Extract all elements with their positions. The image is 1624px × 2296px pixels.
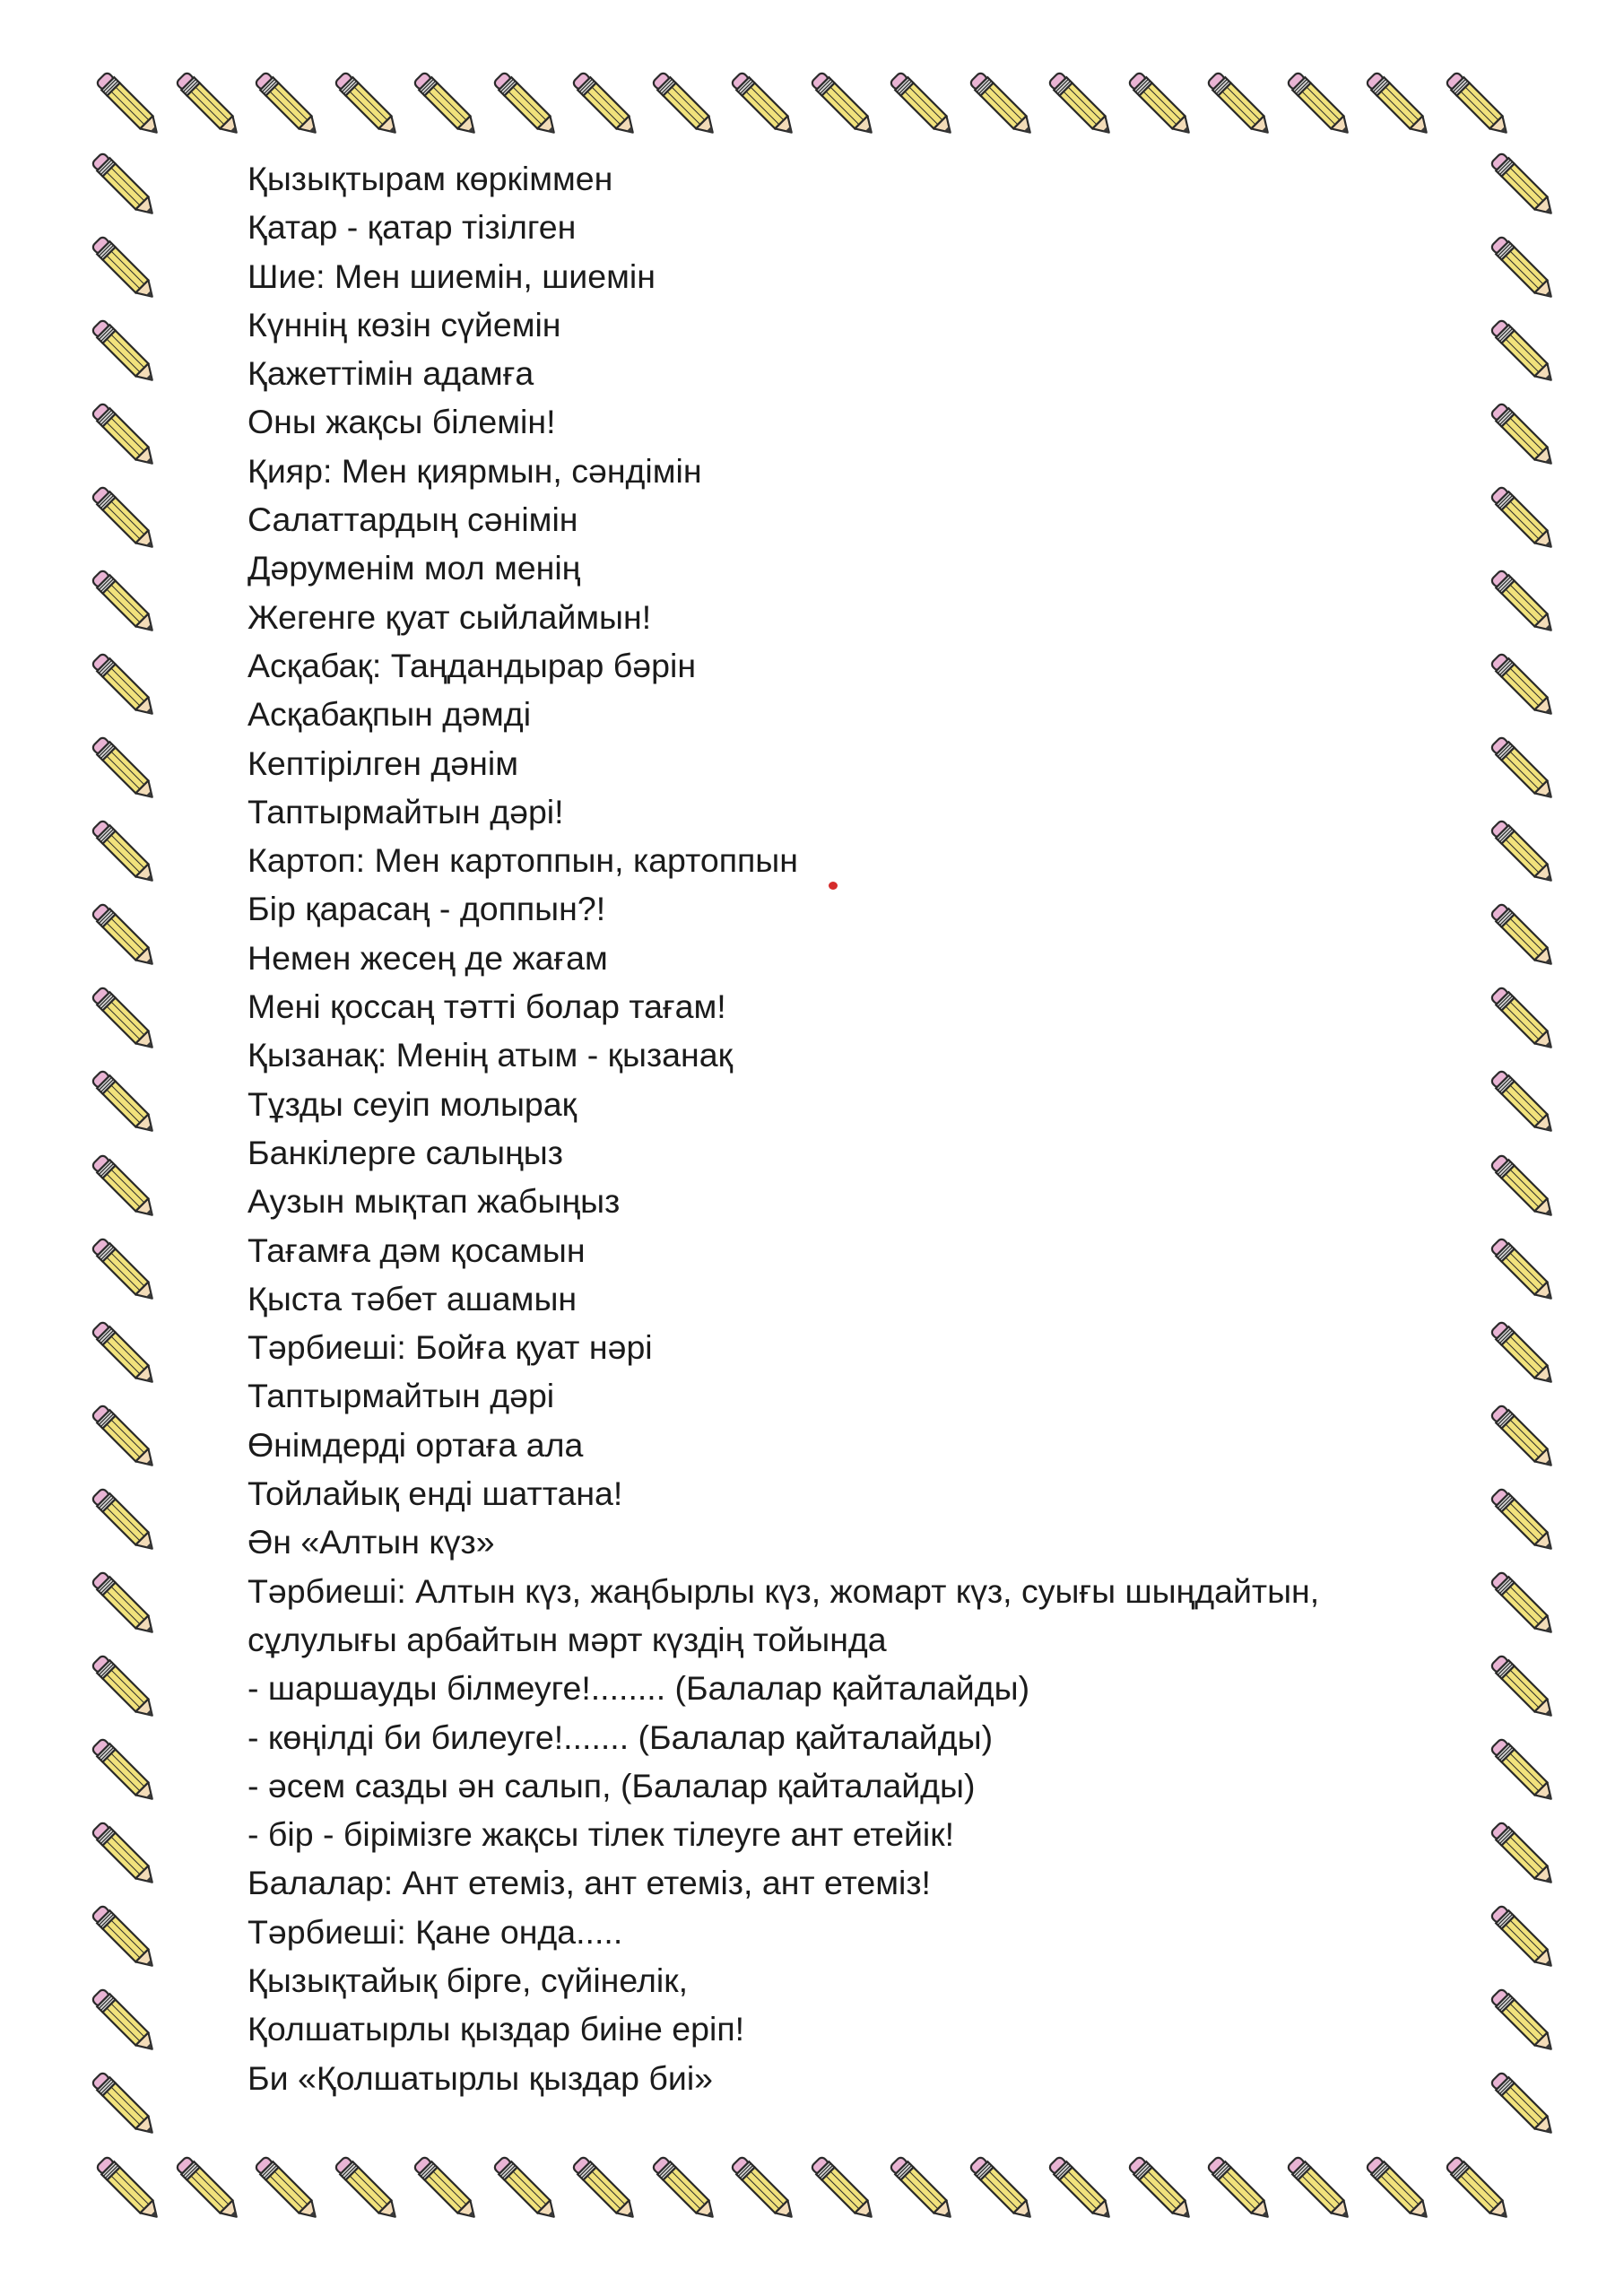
pencil-icon xyxy=(482,2145,572,2235)
pencil-icon xyxy=(641,61,731,151)
pencil-icon xyxy=(1276,61,1366,151)
text-line: Тәрбиеші: Алтын күз, жаңбырлы күз, жомарт күз, суығы шыңдайтын, xyxy=(248,1571,1320,1610)
pencil-icon xyxy=(81,1059,170,1149)
pencil-icon xyxy=(324,61,413,151)
text-line: Күннің көзін сүйемін xyxy=(248,305,561,344)
pencil-icon xyxy=(81,1227,170,1317)
text-line: Қатар - қатар тізілген xyxy=(248,208,577,247)
text-line: Балалар: Ант етеміз, ант етеміз, ант етеміз! xyxy=(248,1864,931,1902)
pencil-icon xyxy=(482,61,572,151)
text-line: Асқабақпын дәмді xyxy=(248,695,532,734)
text-line: - шаршауды білмеуге!........ (Балалар қайталайды) xyxy=(248,1669,1030,1708)
pencil-icon xyxy=(165,2145,255,2235)
pencil-icon xyxy=(1196,2145,1286,2235)
pencil-icon xyxy=(81,1644,170,1734)
pencil-icon xyxy=(81,726,170,815)
poem-text xyxy=(248,154,1503,2102)
pencil-icon xyxy=(244,61,334,151)
text-line: Қолшатырлы қыздар биіне еріп! xyxy=(248,2010,745,2048)
text-line: Қызықтырам көркіммен xyxy=(248,160,613,197)
pencil-icon xyxy=(81,1561,170,1650)
pencil-icon xyxy=(959,61,1048,151)
pencil-icon xyxy=(81,1477,170,1567)
text-line: сұлулығы арбайтын мәрт күздің тойында xyxy=(248,1620,887,1658)
pencil-icon xyxy=(720,61,810,151)
text-line: Жегенге қуат сыйлаймын! xyxy=(248,597,652,636)
text-line: Шие: Мен шиемін, шиемін xyxy=(248,257,656,295)
pencil-icon xyxy=(403,61,492,151)
text-line: Тойлайық енді шаттана! xyxy=(248,1474,623,1513)
text-line: Өнімдерді ортаға ала xyxy=(248,1425,584,1464)
pencil-icon xyxy=(81,809,170,899)
pencil-icon xyxy=(1355,61,1445,151)
text-line: Тәрбиеші: Бойға қуат нәрі xyxy=(248,1328,653,1367)
pencil-icon xyxy=(81,1310,170,1400)
text-line: Тәрбиеші: Қане онда..... xyxy=(248,1912,623,1951)
pencil-icon xyxy=(1435,2145,1524,2235)
text-line: Таптырмайтын дәрі! xyxy=(248,792,564,831)
text-line: Картоп: Мен картоппын, картоппын xyxy=(248,841,798,880)
text-line: Кептірілген дәнім xyxy=(248,744,518,782)
pencil-icon xyxy=(81,1811,170,1900)
text-line: Қыста тәбет ашамын xyxy=(248,1279,578,1318)
pencil-icon xyxy=(81,2061,170,2151)
text-line: Ән «Алтын күз» xyxy=(248,1523,495,1561)
pencil-icon xyxy=(879,2145,968,2235)
text-line: Қияр: Мен қиярмын, сәндімін xyxy=(248,451,702,490)
pencil-icon xyxy=(1038,61,1127,151)
pencil-icon xyxy=(800,2145,890,2235)
text-line: Банкілерге салыңыз xyxy=(248,1133,563,1171)
text-line: Тұзды сеуіп молырақ xyxy=(248,1084,578,1123)
pencil-icon xyxy=(244,2145,334,2235)
pencil-icon xyxy=(403,2145,492,2235)
pencil-icon xyxy=(81,559,170,648)
text-line: Немен жесең де жағам xyxy=(248,938,608,977)
pencil-icon xyxy=(1276,2145,1366,2235)
text-line: - әсем сазды ән салып, (Балалар қайталайды) xyxy=(248,1766,976,1805)
text-line: Қызанақ: Менің атым - қызанақ xyxy=(248,1036,733,1074)
pencil-icon xyxy=(85,2145,175,2235)
text-line: Бір қарасаң - доппын?! xyxy=(248,890,606,928)
pencil-icon xyxy=(81,1394,170,1483)
pencil-icon xyxy=(165,61,255,151)
pencil-icon xyxy=(879,61,968,151)
pencil-icon xyxy=(1435,61,1524,151)
text-line: Тағамға дәм қосамын xyxy=(248,1231,586,1269)
pencil-icon xyxy=(959,2145,1048,2235)
pencil-icon xyxy=(81,1144,170,1233)
pencil-icon xyxy=(81,309,170,398)
text-line: Қызықтайық бірге, сүйінелік, xyxy=(248,1961,689,1999)
text-line: Қажеттімін адамға xyxy=(248,354,534,393)
pencil-icon xyxy=(85,61,175,151)
pencil-icon xyxy=(1196,61,1286,151)
pencil-icon xyxy=(561,61,651,151)
text-line: Салаттардың сәнімін xyxy=(248,500,578,539)
text-line: Таптырмайтын дәрі xyxy=(248,1377,555,1415)
pencil-icon xyxy=(1117,61,1207,151)
pencil-icon xyxy=(81,642,170,732)
pencil-icon xyxy=(800,61,890,151)
text-line: Аузын мықтап жабыңыз xyxy=(248,1182,621,1221)
pencil-icon xyxy=(81,225,170,315)
pencil-icon xyxy=(324,2145,413,2235)
text-line: Оны жақсы білемін! xyxy=(248,403,556,441)
pencil-icon xyxy=(81,892,170,982)
pencil-icon xyxy=(81,475,170,565)
text-line: Асқабақ: Таңдандырар бәрін xyxy=(248,646,697,684)
text-line: - көңілді би билеуге!....... (Балалар қайталайды) xyxy=(248,1718,994,1756)
text-line: Мені қоссаң тәтті болар тағам! xyxy=(248,987,726,1026)
text-line: Би «Қолшатырлы қыздар биі» xyxy=(248,2058,714,2097)
pencil-icon xyxy=(1355,2145,1445,2235)
pencil-icon xyxy=(1117,2145,1207,2235)
pencil-icon xyxy=(561,2145,651,2235)
pencil-icon xyxy=(641,2145,731,2235)
text-line: - бір - бірімізге жақсы тілек тілеуге ант етейік! xyxy=(248,1815,955,1854)
pencil-icon xyxy=(1038,2145,1127,2235)
pencil-icon xyxy=(81,142,170,231)
pencil-icon xyxy=(81,976,170,1065)
pencil-icon xyxy=(81,1894,170,1984)
pencil-icon xyxy=(720,2145,810,2235)
text-line: Дәруменім мол менің xyxy=(248,549,581,587)
ink-speck xyxy=(829,882,838,890)
pencil-icon xyxy=(81,392,170,482)
pencil-icon xyxy=(81,1978,170,2067)
pencil-icon xyxy=(81,1727,170,1817)
